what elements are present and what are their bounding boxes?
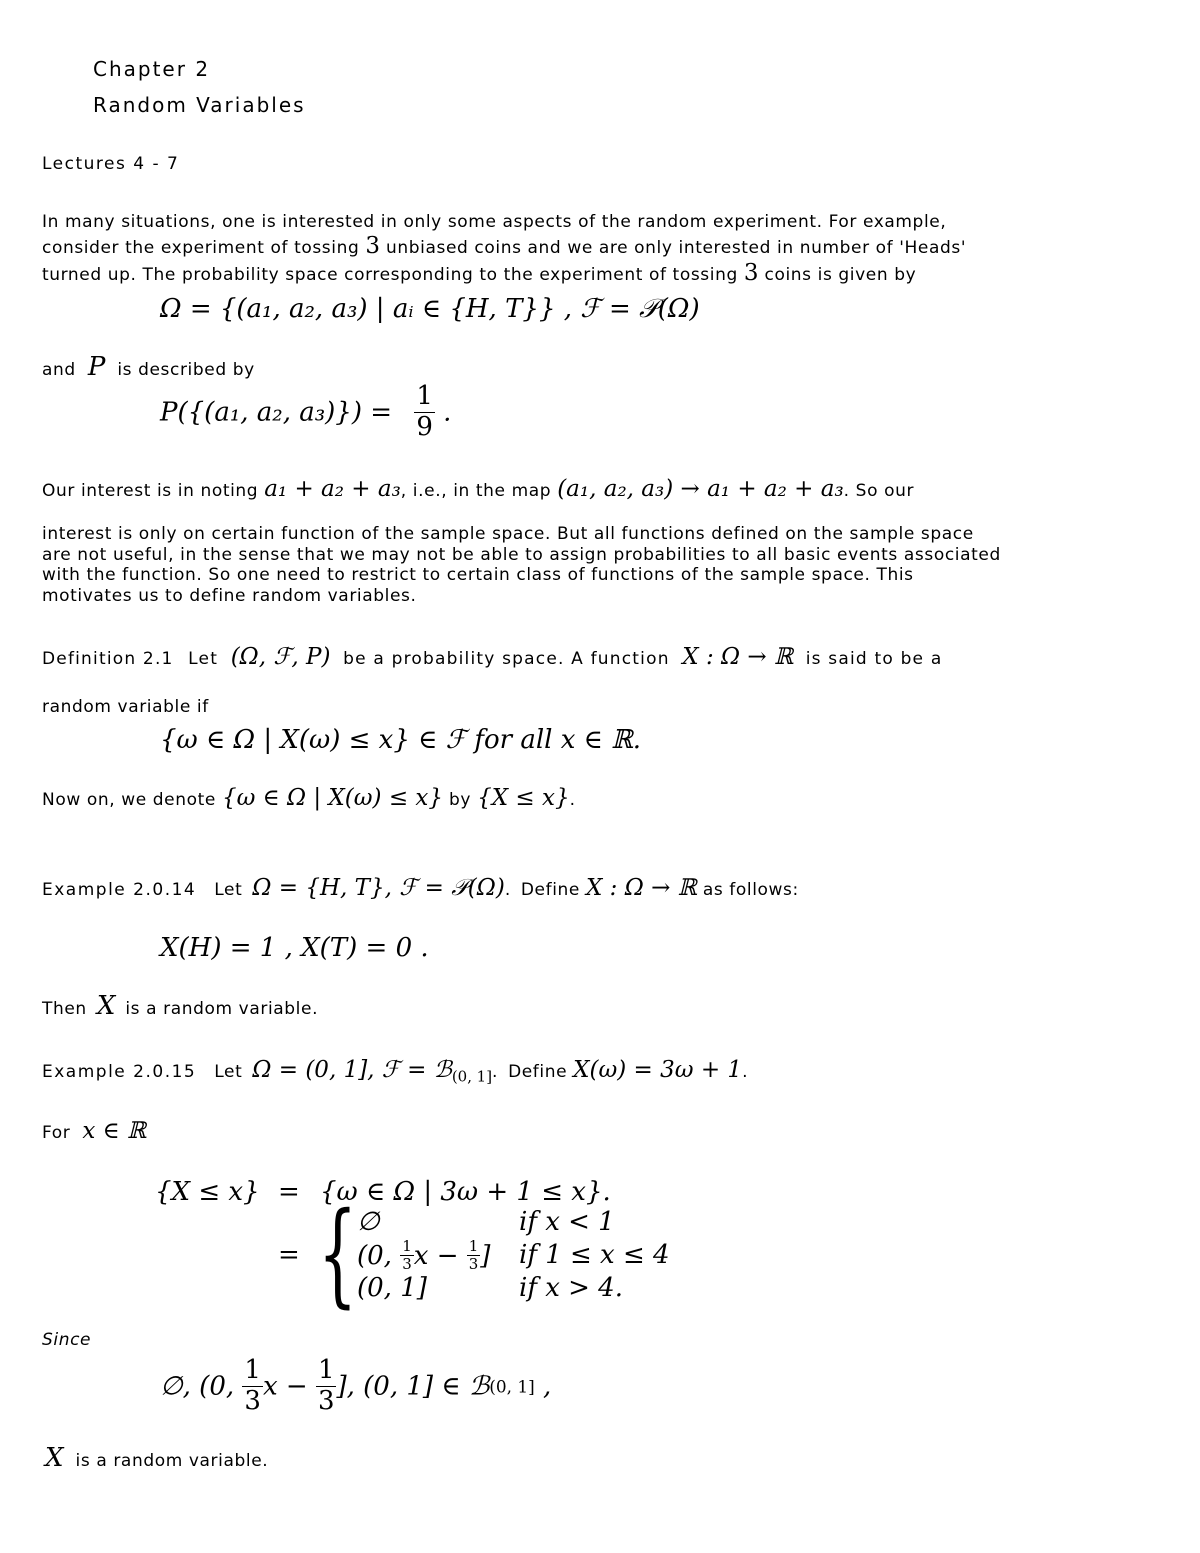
case-2-condition: if 1 ≤ x ≤ 4: [519, 1240, 670, 1270]
probability-equation: P({(a₁, a₂, a₃)}) = $\frac{1}{9}$ .: [160, 381, 452, 442]
example-15-space: Ω = (0, 1], ℱ = ℬ$_{(0, 1]}$: [252, 1057, 493, 1086]
p-symbol: P: [87, 352, 106, 382]
equals-sign: =: [278, 1240, 300, 1270]
fraction-one-ninth: $\frac{1}{9}$: [416, 381, 433, 442]
case-3-value: (0, 1]: [357, 1273, 427, 1303]
definition-line-2: random variable if: [42, 697, 209, 717]
equals-sign: =: [278, 1177, 300, 1207]
for-x-line: For x ∈ ℝ: [42, 1118, 147, 1144]
derivation-lhs: {X ≤ x}: [155, 1177, 260, 1207]
sample-space-equation: Ω = {(a₁, a₂, a₃) | aᵢ ∈ {H, T}} , ℱ = 𝒫(Ω): [160, 294, 700, 324]
number-three: 3: [743, 260, 759, 286]
case-2-value: (0, $\frac{1}{3}$ x − $\frac{1}{3}$ ]: [357, 1237, 491, 1274]
probability-space-triple: (Ω, ℱ, P): [230, 644, 331, 670]
p-description: and P is described by: [42, 352, 255, 382]
since-equation: ∅, (0, $\frac{1}{3}$ x − $\frac{1}{3}$ ], (0, 1] ∈ ℬ(0, 1] ,: [160, 1355, 552, 1416]
example-15-label: Example 2.0.15: [42, 1062, 197, 1082]
intro-line-1: In many situations, one is interested in only some aspects of the random experiment. For example,: [42, 212, 947, 232]
map-expression: (a₁, a₂, a₃) → a₁ + a₂ + a₃: [557, 476, 844, 502]
notation-line: Now on, we denote {ω ∈ Ω | X(ω) ≤ x} by {X ≤ x}.: [42, 785, 576, 811]
interest-line-5: motivates us to define random variables.: [42, 586, 417, 606]
example-14-equation: X(H) = 1 , X(T) = 0 .: [160, 933, 429, 963]
definition-line-1: Definition 2.1 Let (Ω, ℱ, P) be a probability space. A function X : Ω → ℝ is said to be a: [42, 644, 943, 670]
derivation-rhs: {ω ∈ Ω | 3ω + 1 ≤ x}.: [320, 1177, 611, 1207]
left-brace: {: [318, 1189, 358, 1319]
short-notation: {X ≤ x}: [477, 785, 570, 811]
interest-line-1: Our interest is in noting a₁ + a₂ + a₃, i.e., in the map (a₁, a₂, a₃) → a₁ + a₂ + a₃. So our: [42, 476, 915, 502]
function-map: X : Ω → ℝ: [682, 644, 794, 670]
case-1-condition: if x < 1: [519, 1207, 615, 1237]
since-label: Since: [42, 1330, 92, 1350]
example-14-line: Example 2.0.14 Let Ω = {H, T}, ℱ = 𝒫(Ω). Define X : Ω → ℝ as follows:: [42, 875, 799, 901]
preimage-set: {ω ∈ Ω | X(ω) ≤ x}: [221, 785, 444, 811]
example-14-conclusion: Then X is a random variable.: [42, 991, 319, 1021]
random-variable-condition: {ω ∈ Ω | X(ω) ≤ x} ∈ ℱ for all x ∈ ℝ.: [160, 725, 642, 755]
interest-line-4: with the function. So one need to restrict to certain class of functions of the sample space. This: [42, 565, 914, 585]
chapter-title: Random Variables: [93, 93, 306, 117]
example-14-space: Ω = {H, T}, ℱ = 𝒫(Ω): [252, 875, 505, 901]
example-15-line: Example 2.0.15 Let Ω = (0, 1], ℱ = ℬ$_{(0, 1]}$. Define X(ω) = 3ω + 1.: [42, 1057, 749, 1086]
intro-line-2: consider the experiment of tossing 3 unbiased coins and we are only interested in number of 'Heads': [42, 233, 967, 259]
number-three: 3: [365, 233, 381, 259]
example-14-function: X : Ω → ℝ: [585, 875, 697, 901]
definition-label: Definition 2.1: [42, 649, 174, 669]
intro-line-3: turned up. The probability space corresponding to the experiment of tossing 3 coins is given by: [42, 260, 917, 286]
interest-line-3: are not useful, in the sense that we may not be able to assign probabilities to all basic events associated: [42, 545, 1001, 565]
example-15-function: X(ω) = 3ω + 1: [573, 1057, 743, 1083]
lectures-label: Lectures 4 - 7: [42, 154, 180, 174]
example-14-label: Example 2.0.14: [42, 880, 197, 900]
sum-expression: a₁ + a₂ + a₃: [264, 476, 401, 502]
interest-line-2: interest is only on certain function of the sample space. But all functions defined on the sample space: [42, 524, 974, 544]
case-3-condition: if x > 4.: [519, 1273, 623, 1303]
case-1-value: ∅: [357, 1207, 380, 1237]
final-conclusion: X is a random variable.: [45, 1443, 269, 1473]
chapter-label: Chapter 2: [93, 57, 211, 81]
